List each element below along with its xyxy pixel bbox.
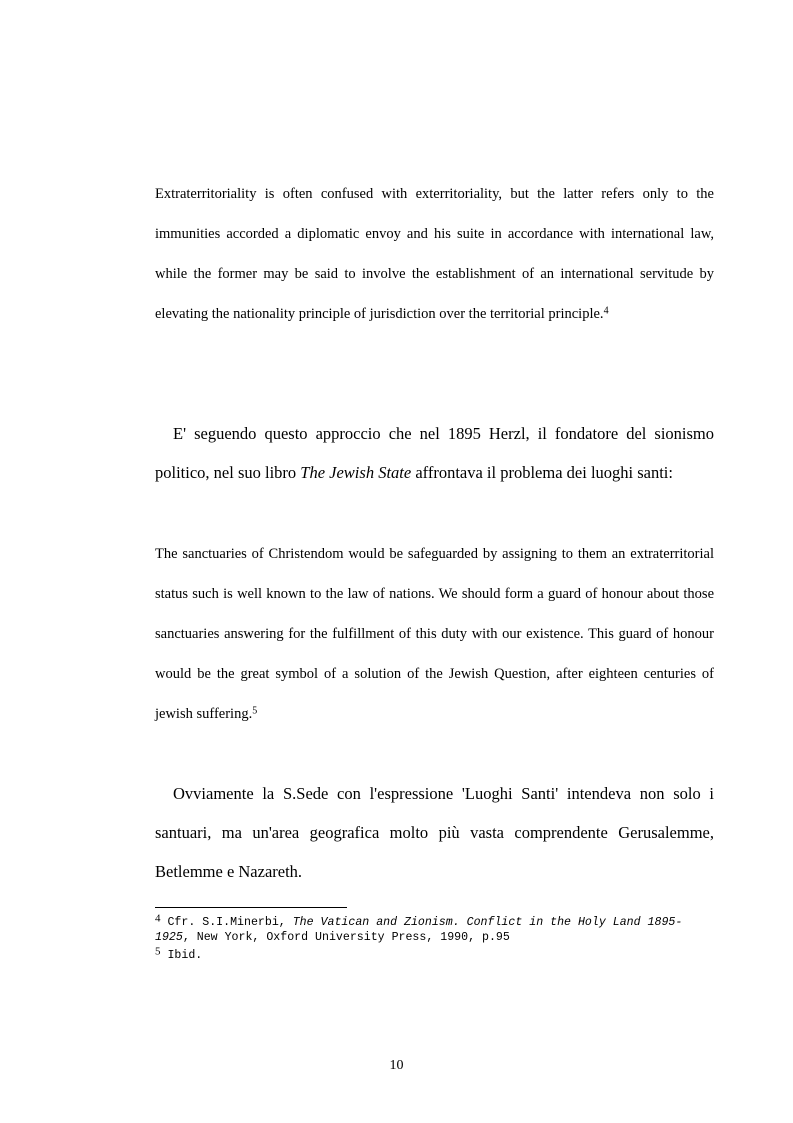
paragraph-text: Ovviamente la S.Sede con l'espressione 'Luoghi Santi' intendeva non solo i santuari, ma un'area geografica molto più vasta comprendente Gerusalemme, Betlemme e Nazareth.: [155, 784, 714, 881]
footnote-text: Cfr. S.I.Minerbi,: [167, 916, 293, 929]
footnote-book-title: The Vatican and Zionism. Conflict in the Holy Land 1895-1925: [155, 916, 683, 944]
paragraph-luoghi-santi: [155, 774, 714, 891]
quote-extraterritoriality: [155, 174, 714, 334]
quote-text: The sanctuaries of Christendom would be safeguarded by assigning to them an extraterritorial status such is well known to the law of nations. We should form a guard of honour about those sanctuaries answering for the fulfillment of this duty with our existence. This guard of honour would be the great symbol of a solution of the Jewish Question, after eighteen centuries of jewish suffering.: [155, 546, 714, 722]
footnote-4: [155, 912, 716, 945]
paragraph-text: E' seguendo questo approccio che nel 1895 Herzl, il fondatore del sionismo politico, nel suo libro: [155, 424, 714, 482]
footnote-5: [155, 945, 716, 963]
page-number: 10: [389, 1058, 404, 1073]
footnote-marker: 5: [252, 705, 258, 717]
footnote-text: Ibid.: [167, 949, 203, 962]
footnote-number: 5: [155, 945, 161, 958]
paragraph-text: affrontava il problema dei luoghi santi:: [411, 463, 673, 482]
book-title: The Jewish State: [300, 463, 412, 482]
quote-text: Extraterritoriality is often confused with exterritoriality, but the latter refers only to the immunities accorded a diplomatic envoy and his suite in accordance with international law, while the former may be said to involve the establishment of an international servitude by elevating the nationality principle of jurisdiction over the territorial principle.: [155, 186, 714, 322]
footnote-marker: 4: [603, 305, 609, 317]
footnote-text: , New York, Oxford University Press, 1990, p.95: [182, 931, 510, 944]
footnote-separator: [155, 907, 347, 908]
footnote-number: 4: [155, 912, 161, 925]
paragraph-herzl: [155, 414, 714, 492]
quote-sanctuaries: [155, 534, 714, 734]
